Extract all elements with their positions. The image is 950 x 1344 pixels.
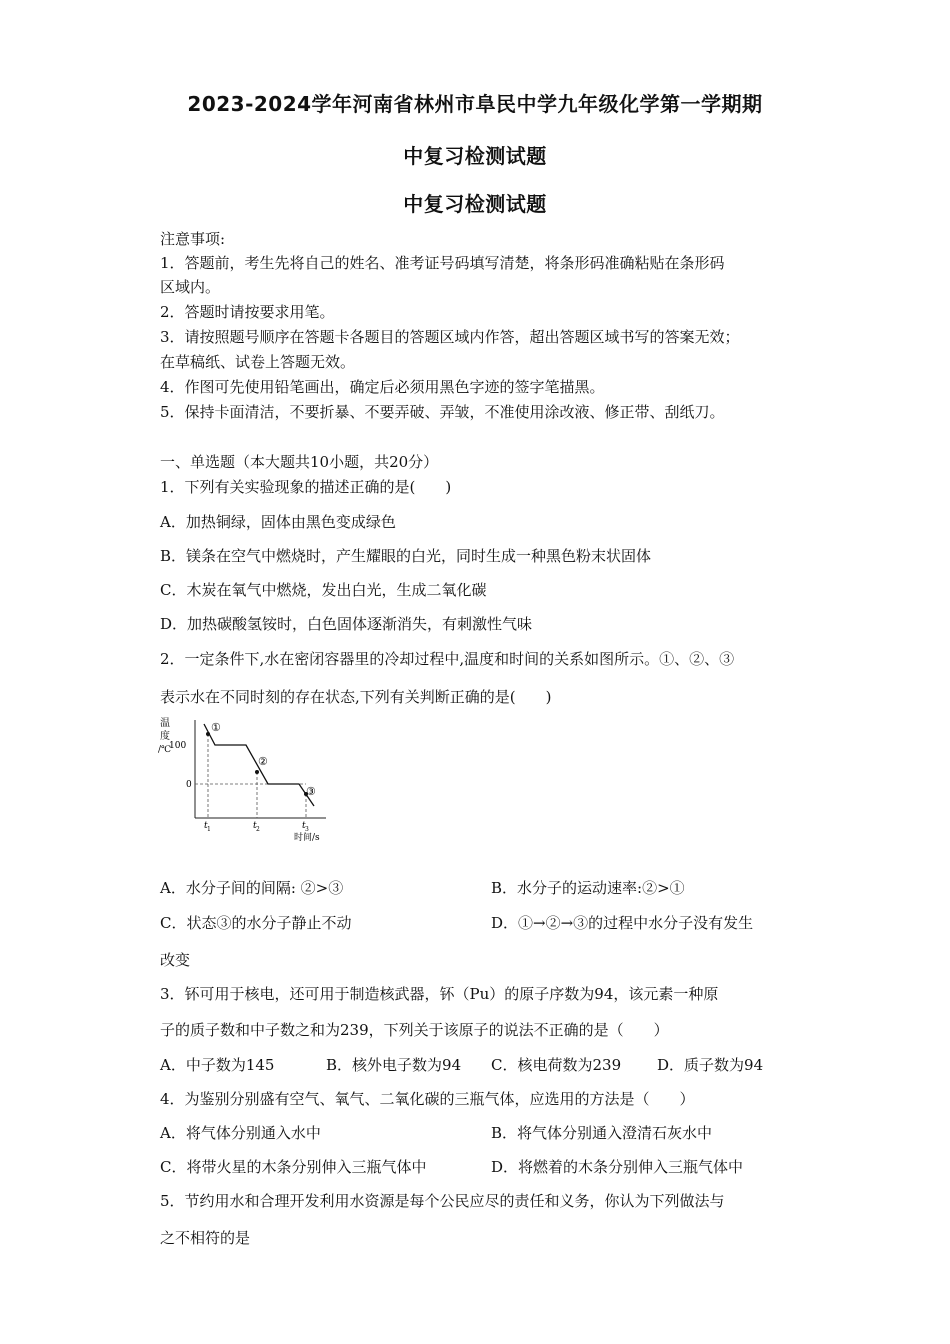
q1-stem: 1．下列有关实验现象的描述正确的是( ) xyxy=(160,478,452,496)
t2-subscript: 2 xyxy=(256,826,260,833)
y-axis-label-1: 温 xyxy=(160,718,170,729)
exam-title-line1: 2023-2024学年河南省林州市阜民中学九年级化学第一学期期 xyxy=(187,92,763,116)
t3-subscript: 3 xyxy=(305,826,309,833)
x-axis-label: 时间/s xyxy=(294,833,320,843)
q4-option-a: A．将气体分别通入水中 xyxy=(160,1124,321,1142)
q5-stem-line2: 之不相符的是 xyxy=(160,1229,251,1247)
notice-item: 1．答题前，考生先将自己的姓名、准考证号码填写清楚，将条形码准确粘贴在条形码 xyxy=(160,254,725,272)
notice-item: 在草稿纸、试卷上答题无效。 xyxy=(160,353,356,371)
notice-item: 区域内。 xyxy=(160,278,221,296)
q1-option-c: C．木炭在氧气中燃烧，发出白光，生成二氧化碳 xyxy=(160,581,487,599)
t3-label: t xyxy=(302,821,306,831)
y-axis-label-2: 度 xyxy=(160,731,170,742)
q2-option-a: A．水分子间的间隔: ②>③ xyxy=(160,879,344,897)
q4-option-b: B．将气体分别通入澄清石灰水中 xyxy=(491,1124,713,1142)
t1-label: t xyxy=(204,821,208,831)
tick-0: 0 xyxy=(186,780,192,790)
point-3-label: ③ xyxy=(306,785,316,798)
section-heading: 一、单选题（本大题共10小题，共20分） xyxy=(160,453,439,471)
q2-option-c: C．状态③的水分子静止不动 xyxy=(160,914,352,932)
q2-option-d-continued: 改变 xyxy=(160,951,191,969)
q2-stem-line1: 2．一定条件下,水在密闭容器里的冷却过程中,温度和时间的关系如图所示。①、②、③ xyxy=(160,650,735,668)
q3-option-d: D．质子数为94 xyxy=(657,1056,764,1074)
t2-label: t xyxy=(253,821,257,831)
q3-stem-line1: 3．钚可用于核电，还可用于制造核武器，钚（Pu）的原子序数为94，该元素一种原 xyxy=(160,985,719,1003)
t1-subscript: 1 xyxy=(207,826,211,833)
q4-stem: 4．为鉴别分别盛有空气、氧气、二氧化碳的三瓶气体，应选用的方法是（ ） xyxy=(160,1090,695,1108)
exam-title-line2: 中复习检测试题 xyxy=(403,144,547,168)
q4-option-d: D．将燃着的木条分别伸入三瓶气体中 xyxy=(491,1158,744,1176)
q1-option-d: D．加热碳酸氢铵时，白色固体逐渐消失，有刺激性气味 xyxy=(160,615,533,633)
q1-option-b: B．镁条在空气中燃烧时，产生耀眼的白光，同时生成一种黑色粉末状固体 xyxy=(160,547,652,565)
y-axis-label-3: /℃ xyxy=(158,745,172,755)
notice-item: 5．保持卡面清洁，不要折暴、不要弄破、弄皱，不准使用涂改液、修正带、刮纸刀。 xyxy=(160,403,725,421)
point-1 xyxy=(206,732,210,736)
tick-100: 100 xyxy=(169,741,187,751)
q1-option-a: A．加热铜绿，固体由黑色变成绿色 xyxy=(160,513,396,531)
exam-title-line3: 中复习检测试题 xyxy=(403,192,547,216)
notice-item: 3．请按照题号顺序在答题卡各题目的答题区域内作答，超出答题区域书写的答案无效； xyxy=(160,328,740,346)
q2-option-b: B．水分子的运动速率:②>① xyxy=(491,879,685,897)
point-2 xyxy=(255,770,259,774)
q3-option-b: B．核外电子数为94 xyxy=(326,1056,462,1074)
q3-stem-line2: 子的质子数和中子数之和为239，下列关于该原子的说法不正确的是（ ） xyxy=(160,1021,669,1039)
point-2-label: ② xyxy=(258,755,268,768)
q3-option-c: C．核电荷数为239 xyxy=(491,1056,622,1074)
notice-heading: 注意事项: xyxy=(160,230,226,248)
q4-option-c: C．将带火星的木条分别伸入三瓶气体中 xyxy=(160,1158,427,1176)
point-1-label: ① xyxy=(211,721,221,734)
q2-option-d: D．①→②→③的过程中水分子没有发生 xyxy=(491,914,754,932)
notice-item: 2．答题时请按要求用笔。 xyxy=(160,303,335,321)
notice-item: 4．作图可先使用铅笔画出，确定后必须用黑色字迹的签字笔描黑。 xyxy=(160,378,605,396)
cooling-curve-figure xyxy=(156,714,338,844)
q5-stem-line1: 5．节约用水和合理开发利用水资源是每个公民应尽的责任和义务，你认为下列做法与 xyxy=(160,1192,725,1210)
q3-option-a: A．中子数为145 xyxy=(160,1056,275,1074)
q2-stem-line2: 表示水在不同时刻的存在状态,下列有关判断正确的是( ) xyxy=(160,688,552,706)
